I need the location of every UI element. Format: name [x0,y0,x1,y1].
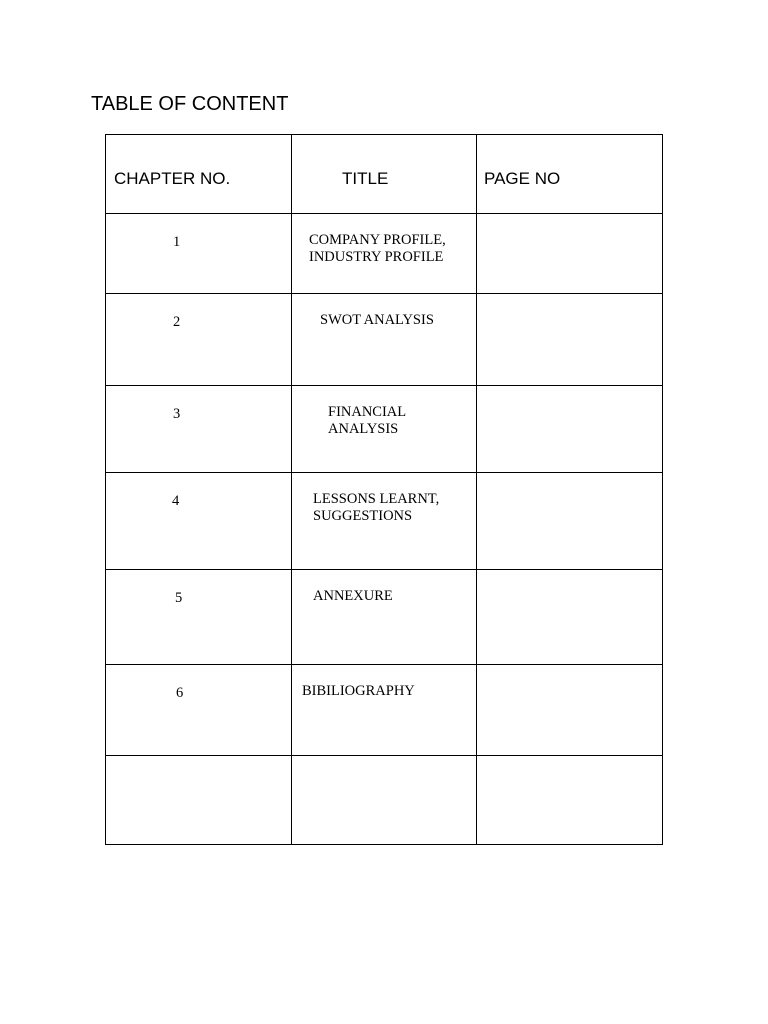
chapter-cell [106,570,292,665]
column-header-title: TITLE [292,135,477,214]
page-cell [477,473,663,570]
column-header-page: PAGE NO [477,135,663,214]
chapter-cell [106,473,292,570]
title-cell [292,570,477,665]
page-cell [477,294,663,386]
title-cell [292,214,477,294]
chapter-title: FINANCIAL ANALYSIS [328,404,407,437]
chapter-number: 2 [173,314,181,330]
chapter-cell [106,214,292,294]
chapter-number: 1 [173,234,181,250]
page-cell [477,756,663,845]
table-row [106,294,663,386]
table-of-contents [105,134,663,845]
chapter-number [106,756,291,776]
chapter-title: LESSONS LEARNT, SUGGESTIONS [313,491,440,524]
chapter-title: COMPANY PROFILE, INDUSTRY PROFILE [309,232,446,265]
title-cell [292,756,477,845]
chapter-number: 4 [172,493,180,509]
page-cell [477,665,663,756]
table-row [106,214,663,294]
chapter-cell [106,756,292,845]
chapter-title: BIBILIOGRAPHY [302,683,415,699]
page-cell [477,214,663,294]
chapter-number: 3 [173,406,181,422]
title-cell [292,386,477,473]
table-row [106,756,663,845]
chapter-title [292,756,476,774]
title-cell [292,665,477,756]
chapter-title: ANNEXURE [313,588,393,604]
table-row [106,473,663,570]
title-cell [292,294,477,386]
page-cell [477,386,663,473]
table-row [106,570,663,665]
page-cell [477,570,663,665]
chapter-cell [106,386,292,473]
chapter-number: 5 [175,590,183,606]
column-header-chapter: CHAPTER NO. [106,135,292,214]
chapter-title: SWOT ANALYSIS [320,312,434,328]
title-cell [292,473,477,570]
table-header-row [106,135,663,214]
table-row [106,665,663,756]
page-title: TABLE OF CONTENT [91,93,289,115]
chapter-cell [106,665,292,756]
chapter-number: 6 [176,685,184,701]
table-row [106,386,663,473]
chapter-cell [106,294,292,386]
